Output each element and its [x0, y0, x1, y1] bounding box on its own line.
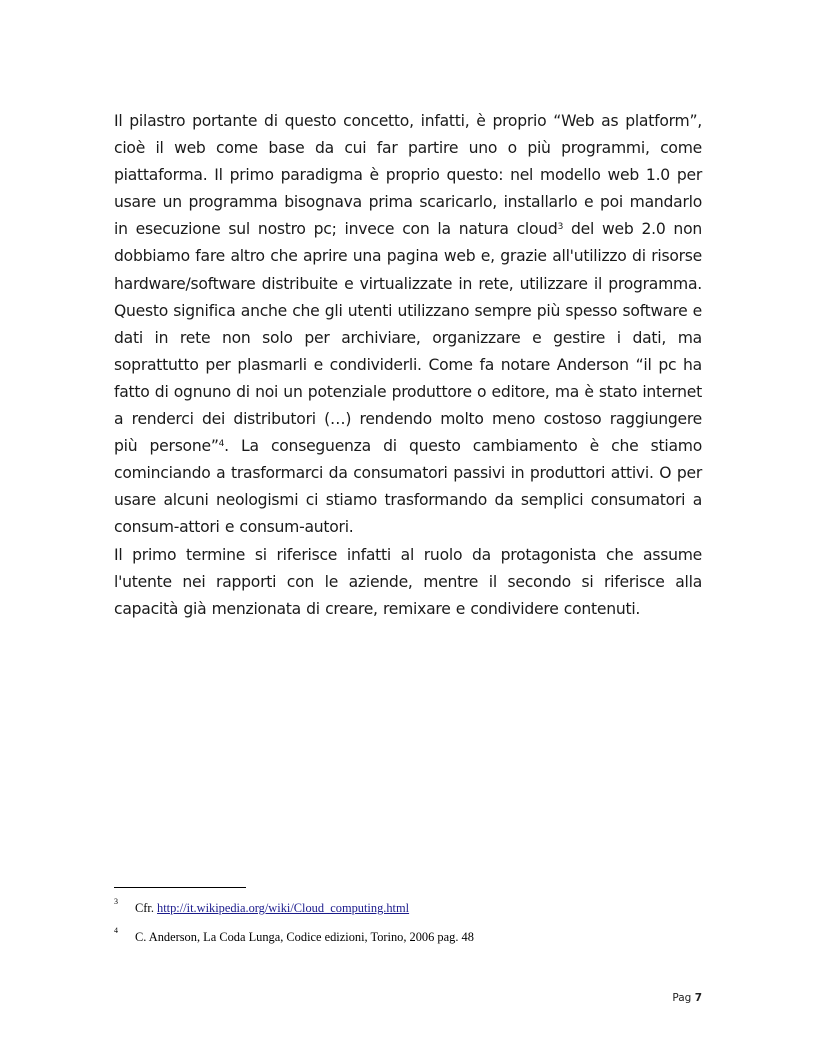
footnote-ref-3[interactable]: 3 [557, 222, 564, 233]
footnote-4-text: C. Anderson, La Coda Lunga, Codice edizioni, Torino, 2006 pag. 48 [135, 930, 474, 944]
body-text [114, 108, 702, 623]
paragraph-1 [114, 108, 702, 542]
paragraph-1-part-1: Il pilastro portante di questo concetto, infatti, è proprio “Web as platform”, cioè il web come base da cui far partire uno o più programmi, come piattaforma. Il primo paradigma è proprio questo: nel modello web 1.0 per usare un programma bisognava prima scaricarlo, installarlo e poi mandarlo in esecuzione sul nostro pc; invece con la natura cloud [114, 112, 702, 239]
page-number [672, 992, 702, 1004]
footnote-ref-4[interactable]: 4 [218, 439, 225, 450]
wikipedia-link[interactable]: http://it.wikipedia.org/wiki/Cloud_computing.html [157, 901, 410, 915]
footnote-3-text [135, 901, 409, 916]
footnote-4-number: 4 [114, 926, 118, 935]
footnote-3-prefix: Cfr. [135, 901, 158, 915]
footnote-separator [114, 887, 246, 888]
footnote-3-number: 3 [114, 897, 118, 906]
paragraph-1-part-3: . La conseguenza di questo cambiamento è che stiamo cominciando a trasformarci da consumatori passivi in produttori attivi. O per usare alcuni neologismi ci stiamo trasformando da semplici consumatori a consum-attori e consum-autori. [114, 437, 702, 537]
page-label: Pag [672, 992, 692, 1004]
paragraph-1-part-2: del web 2.0 non dobbiamo fare altro che aprire una pagina web e, grazie all'utilizzo di risorse hardware/software distribuite e virtualizzate in rete, utilizzare il programma. Questo significa anche che gli utenti utilizzano sempre più spesso software e dati in rete non solo per archiviare, organizzare e gestire i dati, ma soprattutto per plasmarli e condividerli. Come fa notare Anderson “il pc ha fatto di ognuno di noi un potenziale produttore o editore, ma è stato internet a renderci dei distributori (…) rendendo molto meno costoso raggiungere più persone” [114, 220, 702, 456]
page-number-value: 7 [694, 992, 702, 1004]
paragraph-2: Il primo termine si riferisce infatti al ruolo da protagonista che assume l'utente nei rapporti con le aziende, mentre il secondo si riferisce alla capacità già menzionata di creare, remixare e condividere contenuti. [114, 545, 702, 618]
